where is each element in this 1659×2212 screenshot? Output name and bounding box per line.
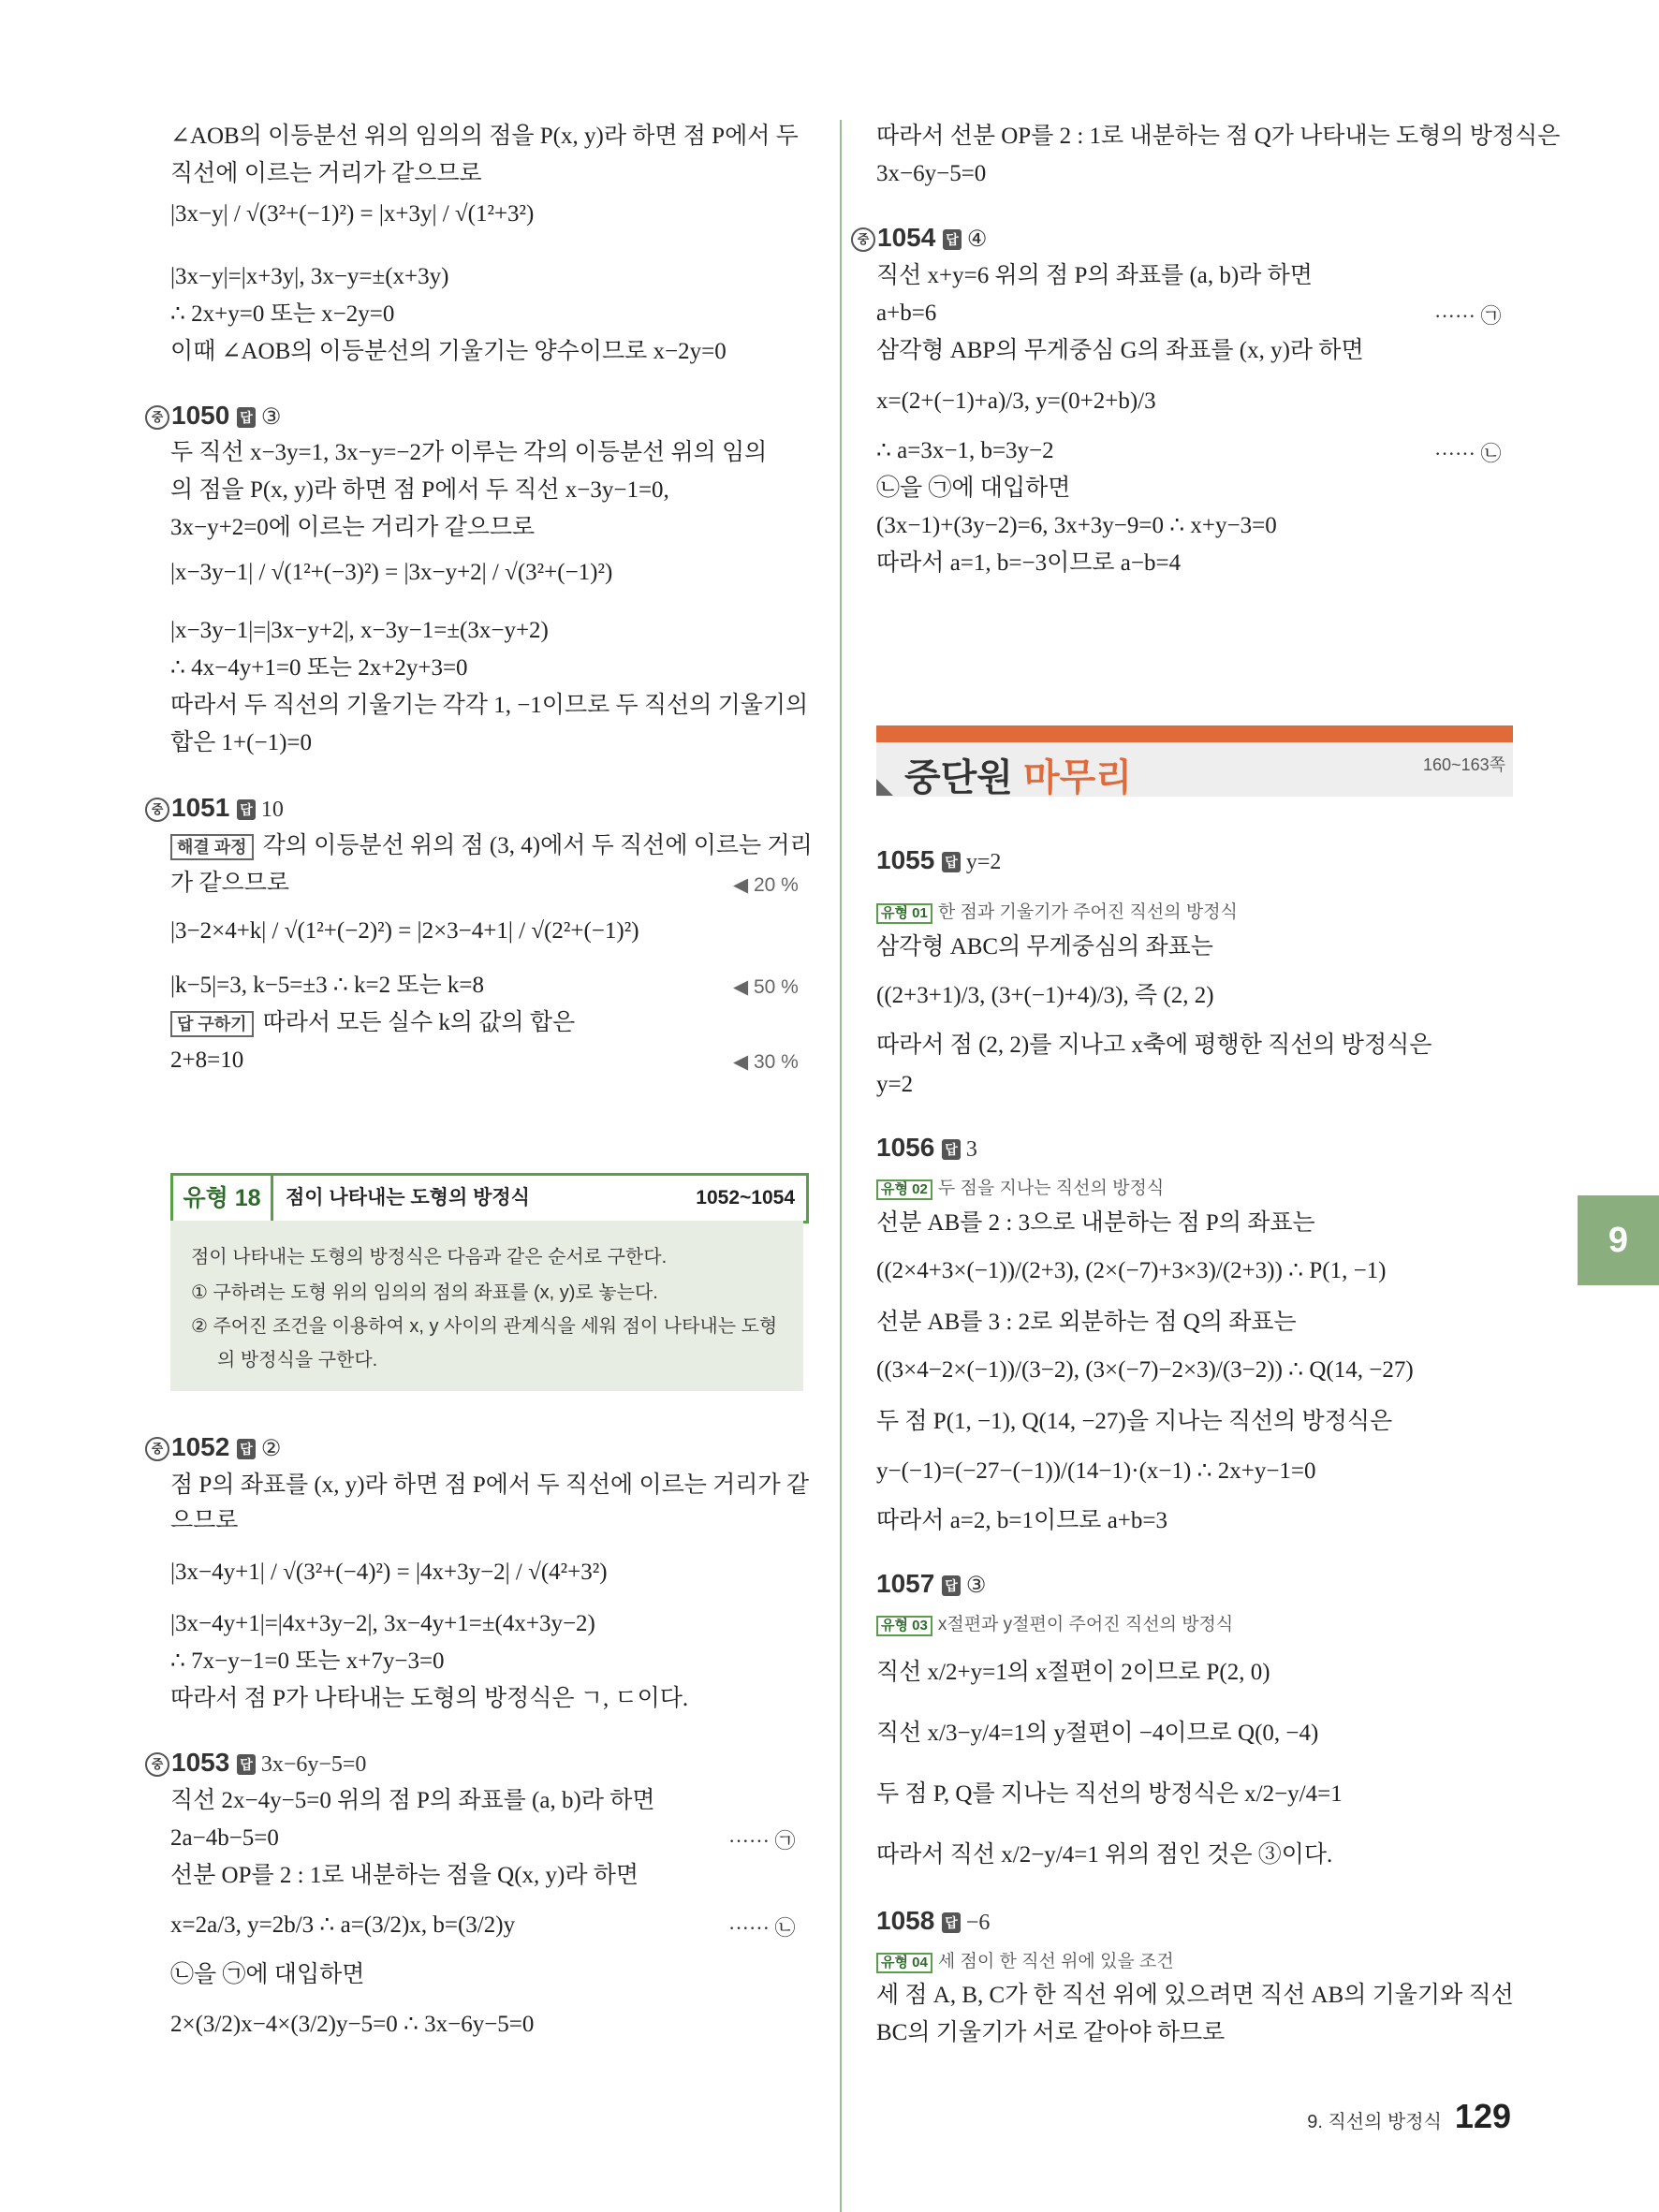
- score-percent: ◀ 30 %: [733, 1051, 799, 1073]
- text-line: 삼각형 ABC의 무게중심의 좌표는: [876, 934, 1213, 960]
- level-mark: 중: [851, 227, 875, 252]
- answer-mark: 답: [943, 229, 962, 250]
- text-line: [170, 830, 813, 862]
- equation-marker: ······ ㉡: [728, 1916, 796, 1940]
- page-footer: [1307, 2097, 1511, 2136]
- text-line: 따라서 a=2, b=1이므로 a+b=3: [876, 1508, 1167, 1533]
- formula: |3x−4y+1| / √(3²+(−4)²) = |4x+3y−2| / √(4²+3²): [170, 1560, 608, 1585]
- problem-number: 1052: [171, 1432, 230, 1461]
- text-line: 3x−6y−5=0: [876, 161, 987, 186]
- text-line: 직선에 이르는 거리가 같으므로: [170, 161, 482, 186]
- type-box-header: [170, 1173, 809, 1223]
- level-mark: 중: [145, 798, 169, 822]
- type-text: 세 점이 한 직선 위에 있을 조건: [937, 1952, 1174, 1971]
- problem-header-1051: [145, 793, 284, 823]
- type-label: 유형 18: [173, 1176, 273, 1221]
- page-number: 129: [1454, 2097, 1511, 2135]
- answer-mark: 답: [942, 1912, 961, 1933]
- text-line: 선분 OP를 2 : 1로 내분하는 점을 Q(x, y)라 하면: [170, 1863, 639, 1888]
- type-box-line: 의 방정식을 구한다.: [217, 1350, 378, 1370]
- text-line: |3x−4y+1|=|4x+3y−2|, 3x−4y+1=±(4x+3y−2): [170, 1611, 595, 1636]
- level-mark: 중: [145, 1437, 169, 1461]
- answer-value: 3x−6y−5=0: [260, 1752, 367, 1777]
- text-line: ∴ 7x−y−1=0 또는 x+7y−3=0: [170, 1648, 445, 1674]
- type-range: 1052~1054: [696, 1187, 795, 1209]
- type-box-line: 점이 나타내는 도형의 방정식은 다음과 같은 순서로 구한다.: [191, 1247, 668, 1267]
- formula: 따라서 직선 x/2−y/4=1 위의 점인 것은 ③이다.: [876, 1842, 1333, 1868]
- section-title-b: 마무리: [1023, 757, 1132, 798]
- text-line: |3x−y|=|x+3y|, 3x−y=±(x+3y): [170, 264, 449, 289]
- formula: ((3×4−2×(−1))/(3−2), (3×(−7)−2×3)/(3−2)) ∴ Q(14, −27): [876, 1357, 1414, 1383]
- answer-mark: 답: [237, 799, 256, 820]
- answer-value: y=2: [965, 850, 1002, 874]
- text-line: 선분 AB를 3 : 2로 외분하는 점 Q의 좌표는: [876, 1310, 1297, 1335]
- formula: x=2a/3, y=2b/3 ∴ a=(3/2)x, b=(3/2)y: [170, 1912, 516, 1938]
- footer-chapter: 9. 직선의 방정식: [1307, 2112, 1442, 2132]
- answer-mark: 답: [942, 852, 961, 872]
- text-line: 이때 ∠AOB의 이등분선의 기울기는 양수이므로 x−2y=0: [170, 339, 727, 364]
- text-line: y=2: [876, 1072, 914, 1097]
- problem-header-1053: [145, 1748, 366, 1778]
- score-percent: ◀ 50 %: [733, 976, 799, 998]
- solution-step-tag: 해결 과정: [170, 834, 254, 860]
- type-text: 두 점을 지나는 직선의 방정식: [937, 1179, 1165, 1198]
- chapter-tab: 9: [1578, 1195, 1659, 1285]
- section-title-text: [904, 748, 1132, 801]
- formula: |3x−y| / √(3²+(−1)²) = |x+3y| / √(1²+3²): [170, 201, 535, 227]
- text-line: 두 점 P(1, −1), Q(14, −27)을 지나는 직선의 방정식은: [876, 1409, 1393, 1434]
- problem-header-1054: [851, 223, 987, 253]
- type-tag: 유형 02: [876, 1179, 932, 1200]
- formula: 직선 x/3−y/4=1의 y절편이 −4이므로 Q(0, −4): [876, 1721, 1319, 1746]
- problem-header-1058: [876, 1906, 990, 1936]
- level-mark: 중: [145, 405, 169, 430]
- section-bar: [876, 725, 1513, 742]
- solution-step-tag: 답 구하기: [170, 1011, 254, 1037]
- problem-header-1055: [876, 845, 1001, 875]
- text-line: ∴ a=3x−1, b=3y−2: [876, 438, 1054, 463]
- answer-value: 3: [965, 1137, 977, 1162]
- text-line: 2+8=10: [170, 1047, 244, 1073]
- text-line: 점 P의 좌표를 (x, y)라 하면 점 P에서 두 직선에 이르는 거리가 같: [170, 1472, 810, 1498]
- formula: |x−3y−1| / √(1²+(−3)²) = |3x−y+2| / √(3²+(−1)²): [170, 560, 613, 585]
- formula: ((2+3+1)/3, (3+(−1)+4)/3), 즉 (2, 2): [876, 983, 1214, 1008]
- text-line: 따라서 두 직선의 기울기는 각각 1, −1이므로 두 직선의 기울기의: [170, 693, 809, 718]
- section-triangle-icon: [876, 779, 893, 796]
- text-span: 따라서 모든 실수 k의 값의 합은: [262, 1010, 576, 1035]
- formula: |3−2×4+k| / √(1²+(−2)²) = |2×3−4+1| / √(2²+(−1)²): [170, 918, 639, 944]
- answer-mark: 답: [942, 1575, 961, 1596]
- text-line: |x−3y−1|=|3x−y+2|, x−3y−1=±(3x−y+2): [170, 618, 549, 643]
- text-line: 3x−y+2=0에 이르는 거리가 같으므로: [170, 515, 536, 540]
- text-line: ㉡을 ㉠에 대입하면: [170, 1962, 365, 1987]
- answer-value: ④: [966, 227, 988, 252]
- problem-number: 1058: [876, 1906, 935, 1935]
- text-line: a+b=6: [876, 300, 937, 326]
- problem-header-1056: [876, 1133, 977, 1163]
- type-reference: [876, 1947, 1174, 1973]
- text-line: ∠AOB의 이등분선 위의 임의의 점을 P(x, y)라 하면 점 P에서 두: [170, 124, 799, 149]
- text-line: ㉡을 ㉠에 대입하면: [876, 476, 1071, 501]
- formula: y−(−1)=(−27−(−1))/(14−1)·(x−1) ∴ 2x+y−1=0: [876, 1458, 1316, 1484]
- answer-value: ③: [965, 1574, 987, 1598]
- text-line: 으므로: [170, 1508, 239, 1533]
- text-line: 따라서 선분 OP를 2 : 1로 내분하는 점 Q가 나타내는 도형의 방정식은: [876, 124, 1561, 149]
- score-percent: ◀ 20 %: [733, 874, 799, 896]
- answer-value: ②: [260, 1437, 282, 1461]
- type-text: 한 점과 기울기가 주어진 직선의 방정식: [937, 902, 1238, 922]
- text-line: ∴ 2x+y=0 또는 x−2y=0: [170, 301, 395, 327]
- problem-header-1057: [876, 1569, 986, 1599]
- text-span: 각의 이등분선 위의 점 (3, 4)에서 두 직선에 이르는 거리: [262, 833, 813, 858]
- text-line: |k−5|=3, k−5=±3 ∴ k=2 또는 k=8: [170, 973, 485, 998]
- text-line: 따라서 a=1, b=−3이므로 a−b=4: [876, 550, 1182, 576]
- type-tag: 유형 04: [876, 1953, 932, 1973]
- type-tag: 유형 01: [876, 903, 932, 924]
- text-line: 직선 x+y=6 위의 점 P의 좌표를 (a, b)라 하면: [876, 263, 1313, 288]
- answer-value: 10: [260, 798, 284, 822]
- problem-number: 1056: [876, 1133, 935, 1162]
- type-reference: [876, 898, 1238, 924]
- text-line: 세 점 A, B, C가 한 직선 위에 있으려면 직선 AB의 기울기와 직선: [876, 1983, 1514, 2008]
- text-line: 따라서 점 P가 나타내는 도형의 방정식은 ㄱ, ㄷ이다.: [170, 1686, 689, 1711]
- text-line: 따라서 점 (2, 2)를 지나고 x축에 평행한 직선의 방정식은: [876, 1033, 1432, 1058]
- problem-number: 1051: [171, 793, 230, 822]
- text-line: BC의 기울기가 서로 같아야 하므로: [876, 2020, 1226, 2045]
- answer-value: −6: [965, 1911, 991, 1935]
- equation-marker: ······ ㉡: [1434, 442, 1502, 465]
- problem-number: 1053: [171, 1748, 230, 1777]
- text-line: 삼각형 ABP의 무게중심 G의 좌표를 (x, y)라 하면: [876, 338, 1364, 363]
- text-line: 의 점을 P(x, y)라 하면 점 P에서 두 직선 x−3y−1=0,: [170, 477, 669, 503]
- answer-mark: 답: [942, 1139, 961, 1160]
- type-box-body: [170, 1221, 803, 1391]
- formula: ((2×4+3×(−1))/(2+3), (2×(−7)+3×3)/(2+3)) ∴ P(1, −1): [876, 1258, 1387, 1283]
- formula: 2×(3/2)x−4×(3/2)y−5=0 ∴ 3x−6y−5=0: [170, 2012, 535, 2037]
- type-box-line: ② 주어진 조건을 이용하여 x, y 사이의 관계식을 세워 점이 나타내는 도형: [191, 1316, 778, 1337]
- text-line: 합은 1+(−1)=0: [170, 730, 312, 755]
- type-title: 점이 나타내는 도형의 방정식: [286, 1187, 530, 1209]
- text-line: 두 직선 x−3y=1, 3x−y=−2가 이루는 각의 이등분선 위의 임의: [170, 440, 768, 465]
- text-line: 직선 2x−4y−5=0 위의 점 P의 좌표를 (a, b)라 하면: [170, 1788, 655, 1813]
- text-line: 선분 AB를 2 : 3으로 내분하는 점 P의 좌표는: [876, 1210, 1315, 1236]
- formula: x=(2+(−1)+a)/3, y=(0+2+b)/3: [876, 388, 1156, 414]
- problem-number: 1050: [171, 401, 230, 430]
- problem-number: 1054: [877, 223, 936, 252]
- type-reference: [876, 1610, 1233, 1636]
- type-reference: [876, 1174, 1164, 1200]
- section-title-a: 중단원: [904, 757, 1024, 798]
- section-pages: 160~163쪽: [1423, 755, 1505, 774]
- answer-mark: 답: [237, 1754, 256, 1775]
- text-line: 2a−4b−5=0: [170, 1825, 279, 1851]
- text-line: (3x−1)+(3y−2)=6, 3x+3y−9=0 ∴ x+y−3=0: [876, 513, 1277, 538]
- equation-marker: ······ ㉠: [728, 1829, 796, 1853]
- answer-mark: 답: [237, 407, 256, 428]
- formula: 직선 x/2+y=1의 x절편이 2이므로 P(2, 0): [876, 1660, 1270, 1685]
- text-line: ∴ 4x−4y+1=0 또는 2x+2y+3=0: [170, 655, 468, 681]
- answer-mark: 답: [237, 1439, 256, 1459]
- problem-number: 1057: [876, 1569, 935, 1598]
- equation-marker: ······ ㉠: [1434, 304, 1502, 328]
- section-title: [876, 742, 1513, 797]
- answer-value: ③: [260, 405, 282, 430]
- problem-number: 1055: [876, 845, 935, 874]
- text-line: [170, 1007, 575, 1039]
- type-text: x절편과 y절편이 주어진 직선의 방정식: [937, 1615, 1234, 1634]
- level-mark: 중: [145, 1752, 169, 1777]
- type-tag: 유형 03: [876, 1616, 932, 1636]
- problem-header-1052: [145, 1432, 281, 1462]
- formula: 두 점 P, Q를 지나는 직선의 방정식은 x/2−y/4=1: [876, 1781, 1343, 1807]
- type-box-line: ① 구하려는 도형 위의 임의의 점의 좌표를 (x, y)로 놓는다.: [191, 1282, 658, 1303]
- column-divider: [840, 120, 842, 2212]
- problem-header-1050: [145, 401, 281, 431]
- text-line: 가 같으므로: [170, 871, 290, 896]
